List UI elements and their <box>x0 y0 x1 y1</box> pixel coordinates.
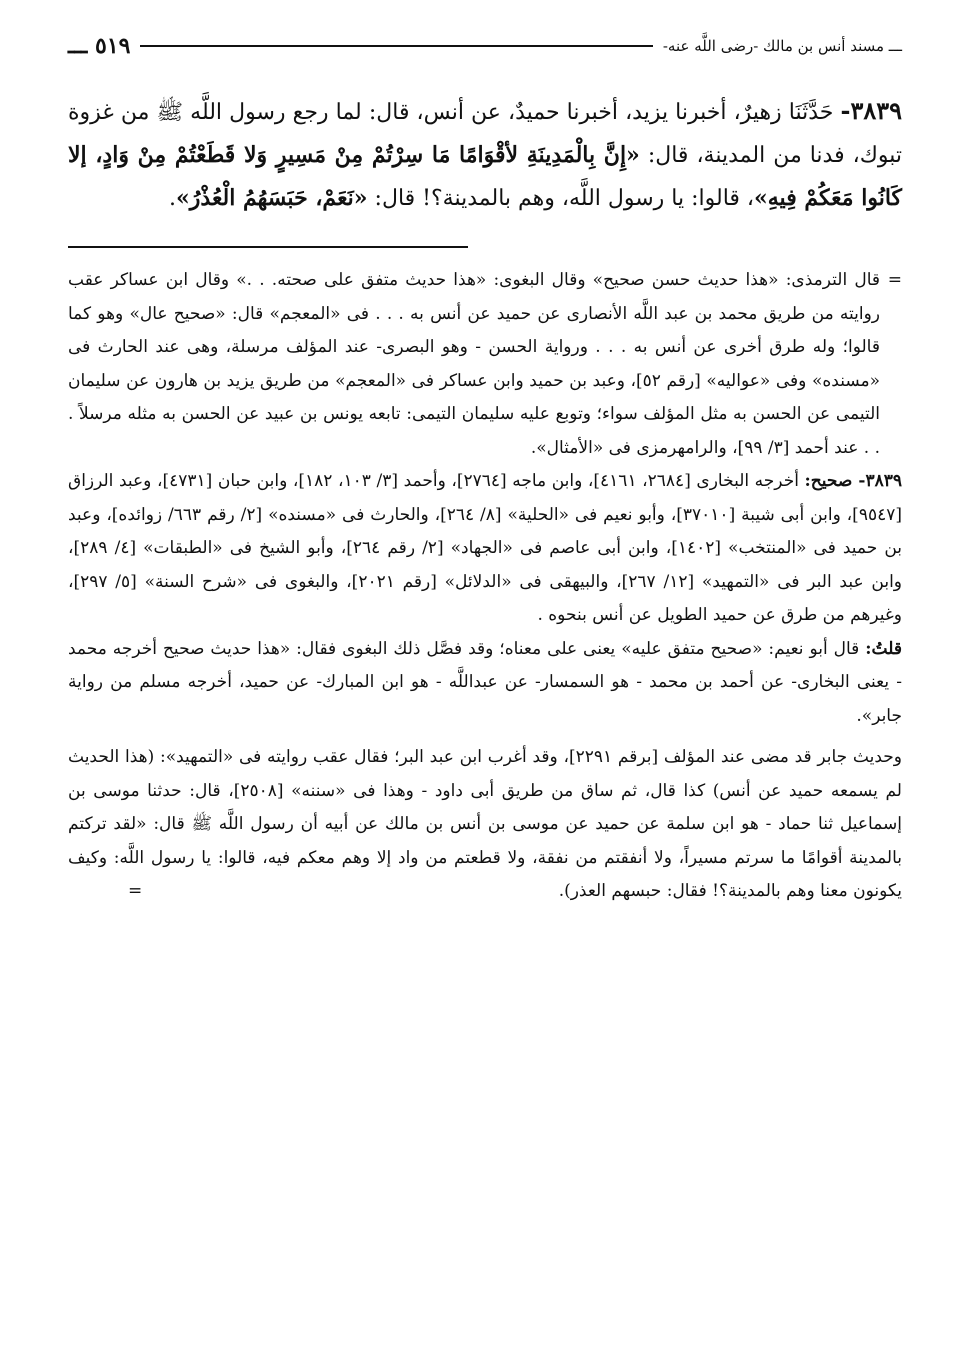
paragraph-gap <box>68 733 902 741</box>
hadith-quote-main: «إِنَّ بِالْمَدِينَةِ لأقْوَامًا مَا سِرْتُمْ مِنْ مَسِيرٍ وَلا قَطَعْتُمْ مِنْ وَادٍ، إلا كَانُوا مَعَكُمْ فِيهِ» <box>68 142 902 211</box>
continuation-mark-end: = <box>128 881 143 901</box>
hadith-middle: ، قالوا: يا رسول اللَّه، وهم بالمدينة؟! قال: <box>367 186 755 211</box>
hadith-end: . <box>169 186 177 211</box>
footnote-separator <box>68 246 468 248</box>
running-title: ـــ مسند أنس بن مالك -رضى اللَّه عنه- <box>662 37 902 55</box>
footnote-continued-text: قال الترمذى: «هذا حديث حسن صحيح» وقال البغوى: «هذا حديث متفق على صحته. . .» وقال ابن عساكر عقب روايته من طريق محمد بن عبد اللَّه الأنصارى عن حميد عن أنس به . . . فى «المعجم» قال: «صحيح عال» وهو كما قالوا؛ وله طرق أخرى عن أنس به . . . ورواية الحسن - وهو البصرى- عند المؤلف مرسلة، وهى عند الحارث فى «مسنده» وفى «عواليه» [رقم ٥٢]، وعبد بن حميد وابن عساكر فى «المعجم» من طريق يزيد بن هارون عن سليمان التيمى عن الحسن به مثل المؤلف سواء؛ وتوبع عليه سليمان التيمى: تابعه يونس بن عبيد عن الحسن به مثله مرسلاً . . . عند أحمد [٣/ ٩٩]، والرامهرمزى فى «الأمثال». <box>68 270 880 458</box>
footnote-jabir <box>68 741 902 909</box>
footnote-takhrij <box>68 465 902 633</box>
qultu-label: قلتُ: <box>865 638 902 659</box>
running-header <box>68 22 902 70</box>
continuation-mark-start: = <box>887 270 902 290</box>
hadith-isnad: حَدَّثَنَا زهيرٌ، أخبرنا يزيد، أخبرنا حميدٌ، عن أنس، قال: لما رجع رسول اللَّه ﷺ من غزوة تبوك، فدنا من المدينة، قال: <box>68 100 902 168</box>
grading-label: صحيح: <box>804 471 859 491</box>
footnote-jabir-text: وحديث جابر قد مضى عند المؤلف [برقم ٢٢٩١]، وقد أغرب ابن عبد البر؛ فقال عقب روايته فى «التمهيد»: (هذا الحديث لم يسمعه حميد عن أنس) كذا قال، ثم ساق من طريق أبى داود - وهذا فى «سننه» [٢٥٠٨]، قال: حدثنا موسى بن إسماعيل ثنا حماد - هو ابن سلمة عن حميد عن موسى بن أنس بن مالك عن أبيه أن رسول اللَّه ﷺ قال: «لقد تركتم بالمدينة أقوامًا ما سرتم مسيراً، ولا أنفقتم من نفقة، ولا قطعتم من واد إلا وهم معكم فيه، قالوا: يا رسول اللَّه: وكيف يكونون معنا وهم بالمدينة؟! فقال: حبسهم العذر). <box>68 747 902 901</box>
footnote-qultu-text: قال أبو نعيم: «صحيح متفق عليه» يعنى على معناه؛ وقد فصَّل ذلك البغوى فقال: «هذا حديث صحيح أخرجه محمد - يعنى البخارى- عن أحمد بن محمد - هو السمسار- عن عبداللَّه - هو ابن المبارك- عن حميد، أخرجه مسلم من رواية جابر». <box>68 638 902 726</box>
page-number: ٥١٩ ـــ <box>68 33 131 59</box>
header-rule <box>140 45 652 47</box>
page <box>68 22 902 1365</box>
footnotes <box>68 264 902 909</box>
hadith-text <box>68 90 902 220</box>
footnote-continued <box>68 264 902 465</box>
footnote-number: ٣٨٣٩- <box>858 471 902 491</box>
hadith-quote-answer: «نَعَمْ، حَبَسَهُمُ الْعُذْرُ» <box>176 185 368 211</box>
footnote-qultu <box>68 633 902 734</box>
footnote-takhrij-text: أخرجه البخارى [٢٦٨٤، ٤١٦١]، وابن ماجه [٢٧٦٤]، وأحمد [٣/ ١٠٣، ١٨٢]، وابن حبان [٤٧٣١]، وعبد الرزاق [٩٥٤٧]، وابن أبى شيبة [٣٧٠١٠]، وأبو نعيم فى «الحلية» [٨/ ٢٦٤]، والحارث فى «مسنده» [٢/ رقم ٦٦٣/ زوائده]، وعبد بن حميد فى «المنتخب» [١٤٠٢]، وابن أبى عاصم فى «الجهاد» [٢/ رقم ٢٦٤]، وأبو الشيخ فى «الطبقات» [٤/ ٢٨٩]، وابن عبد البر فى «التمهيد» [١٢/ ٢٦٧]، والبيهقى فى «الدلائل» [رقم ٢٠٢١]، والبغوى فى «شرح السنة» [٥/ ٢٩٧]، وغيرهم من طرق عن حميد الطويل عن أنس بنحوه . <box>68 471 903 625</box>
hadith-number: ٣٨٣٩- <box>840 96 902 125</box>
